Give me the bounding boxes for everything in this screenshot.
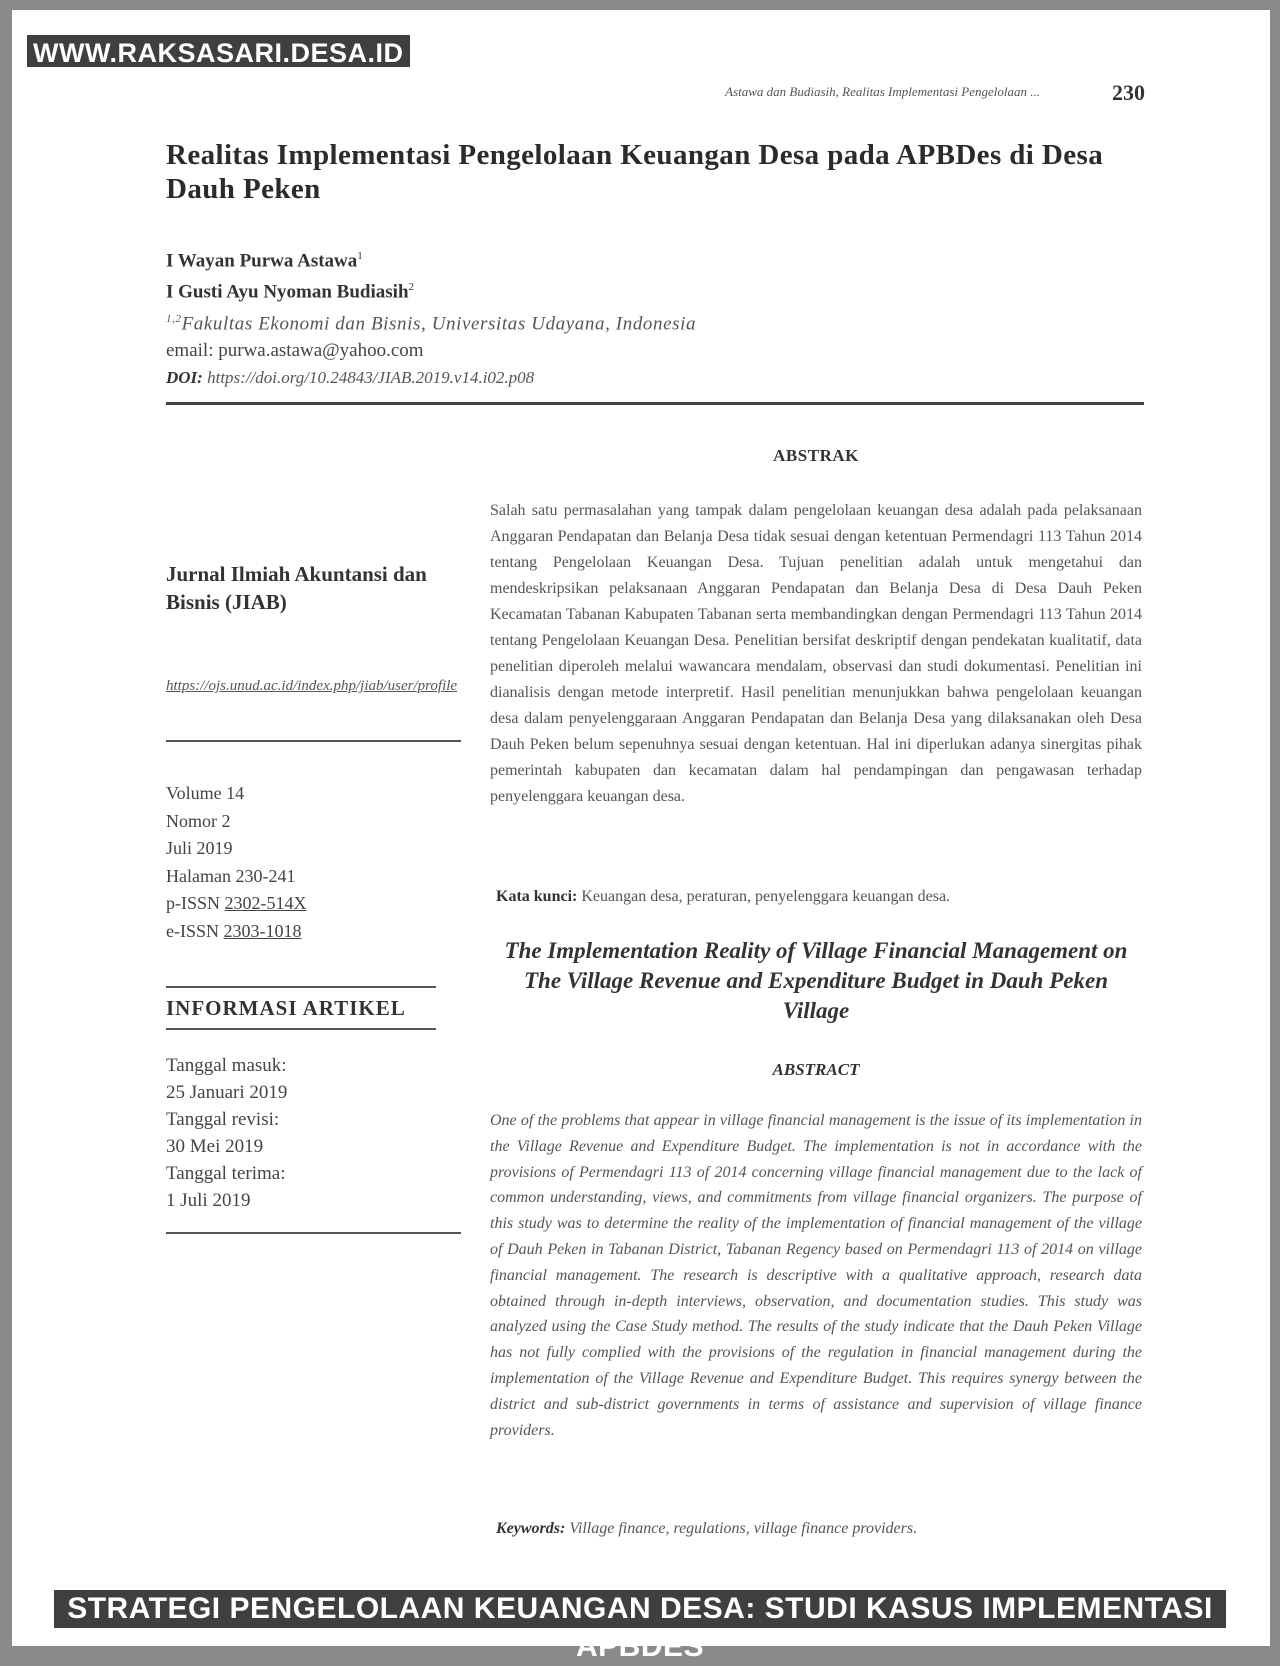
- abstrak-body: Salah satu permasalahan yang tampak dalam pengelolaan keuangan desa adalah pada pelaksanaan Anggaran Pendapatan dan Belanja Desa tidak sesuai dengan ketentuan Permendagri 113 Tahun 2014 tentang Pengelolaan Keuangan Desa. Tujuan penelitian adalah untuk mengetahui dan mendeskripsikan pelaksanaan Anggaran Pendapatan dan Belanja Desa di Desa Dauh Peken Kecamatan Tabanan Kabupaten Tabanan serta membandingkan dengan Permendagri 113 Tahun 2014 tentang Pengelolaan Keuangan Desa. Penelitian bersifat deskriptif dengan pendekatan kualitatif, data penelitian diperoleh melalui wawancara mendalam, observasi dan studi dokumentasi. Penelitian ini dianalisis dengan metode interpretif. Hasil penelitian menunjukkan bahwa pengelolaan keuangan desa dalam penyelenggaraan Anggaran Pendapatan dan Belanja Desa yang dilaksanakan oleh Desa Dauh Peken belum sepenuhnya sesuai dengan ketentuan. Hal ini diperlukan adanya sinergitas pihak pemerintah kabupaten dan kecamatan dalam hal pendampingan dan pengawasan terhadap penyelenggara keuangan desa.: [490, 502, 1142, 805]
- doi-link[interactable]: https://doi.org/10.24843/JIAB.2019.v14.i02.p08: [207, 368, 535, 387]
- author-2: [166, 274, 696, 305]
- author-block: [166, 243, 696, 364]
- keywords-text: Village finance, regulations, village finance providers.: [569, 1520, 918, 1537]
- abstract-heading: ABSTRACT: [772, 1060, 860, 1079]
- affiliation-sup: 1,2: [166, 312, 182, 325]
- article-title: Realitas Implementasi Pengelolaan Keuangan Desa pada APBDes di Desa Dauh Peken: [166, 139, 1104, 205]
- revised-date: 30 Mei 2019: [166, 1136, 264, 1157]
- author-name: I Wayan Purwa Astawa: [166, 250, 358, 272]
- revised-label: Tanggal revisi:: [166, 1109, 280, 1130]
- journal-name: Jurnal Ilmiah Akuntansi dan Bisnis (JIAB): [166, 562, 427, 614]
- author-sup: 1: [357, 250, 363, 262]
- doi-line: [166, 368, 534, 388]
- affiliation-text: Fakultas Ekonomi dan Bisnis, Universitas Udayana, Indonesia: [181, 312, 697, 334]
- header-divider: [166, 402, 1144, 405]
- article-dates: [166, 1052, 287, 1214]
- received-label: Tanggal masuk:: [166, 1055, 287, 1076]
- sidebar-divider: [166, 740, 461, 742]
- issue-date: Juli 2019: [166, 838, 233, 858]
- kata-kunci: [490, 888, 1148, 906]
- article-info-heading: INFORMASI ARTIKEL: [166, 996, 406, 1020]
- pissn-label: p-ISSN: [166, 893, 221, 913]
- author-sup: 2: [408, 281, 415, 294]
- doi-label: DOI:: [166, 368, 203, 387]
- keywords: [490, 1520, 1148, 1538]
- author-name: I Gusti Ayu Nyoman Budiasih: [166, 281, 409, 303]
- abstract-body: One of the problems that appear in village financial management is the issue of its implementation in the Village Revenue and Expenditure Budget. The implementation is not in accordance with the provisions of Permendagri 113 of 2014 concerning village financial management due to the lack of common understanding, views, and commitments from village financial organizers. The purpose of this study was to determine the reality of the implementation of financial management of the village of Dauh Peken in Tabanan District, Tabanan Regency based on Permendagri 113 of 2014 on village financial management. The research is descriptive with a qualitative approach, research data obtained through in-depth interviews, observation, and documentation studies. This study was analyzed using the Case Study method. The results of the study indicate that the Dauh Peken Village has not fully complied with the provisions of the regulation in financial management during the implementation of the Village Revenue and Expenditure Budget. This requires synergy between the district and sub-district governments in terms of assistance and supervision of village finance providers.: [490, 1112, 1142, 1439]
- affiliation: [166, 306, 696, 337]
- journal-url-link[interactable]: https://ojs.unud.ac.id/index.php/jiab/user/profile: [166, 678, 458, 694]
- pissn-link[interactable]: 2302-514X: [224, 893, 307, 913]
- keywords-label: Keywords:: [496, 1520, 566, 1537]
- eissn: [166, 918, 307, 946]
- eissn-link[interactable]: 2303-1018: [223, 920, 302, 941]
- pissn: [166, 890, 307, 918]
- issue-metadata: [166, 780, 307, 945]
- caption-banner: STRATEGI PENGELOLAAN KEUANGAN DESA: STUDI KASUS IMPLEMENTASI APBDES: [54, 1590, 1226, 1628]
- abstrak-heading: ABSTRAK: [773, 446, 859, 465]
- info-divider-top: [166, 986, 436, 988]
- kata-kunci-text: Keuangan desa, peraturan, penyelenggara keuangan desa.: [581, 888, 951, 905]
- kata-kunci-label: Kata kunci:: [496, 888, 578, 905]
- author-email: email: purwa.astawa@yahoo.com: [166, 339, 424, 361]
- site-watermark: WWW.RAKSASARI.DESA.ID: [25, 33, 412, 69]
- received-date: 25 Januari 2019: [166, 1082, 288, 1103]
- accepted-label: Tanggal terima:: [166, 1163, 286, 1184]
- issue-number: Nomor 2: [166, 810, 231, 831]
- volume: Volume 14: [166, 783, 245, 803]
- author-1: [166, 243, 696, 274]
- page-range: Halaman 230-241: [166, 865, 296, 886]
- eissn-label: e-ISSN: [166, 920, 219, 941]
- info-divider-bottom: [166, 1028, 436, 1030]
- running-head: Astawa dan Budiasih, Realitas Implementasi Pengelolaan ...: [725, 84, 1040, 99]
- accepted-date: 1 Juli 2019: [166, 1190, 251, 1211]
- english-title: The Implementation Reality of Village Financial Management on The Village Revenue and Expenditure Budget in Dauh Peken Village: [504, 938, 1128, 1023]
- dates-divider: [166, 1232, 461, 1234]
- page-number: 230: [1112, 80, 1145, 105]
